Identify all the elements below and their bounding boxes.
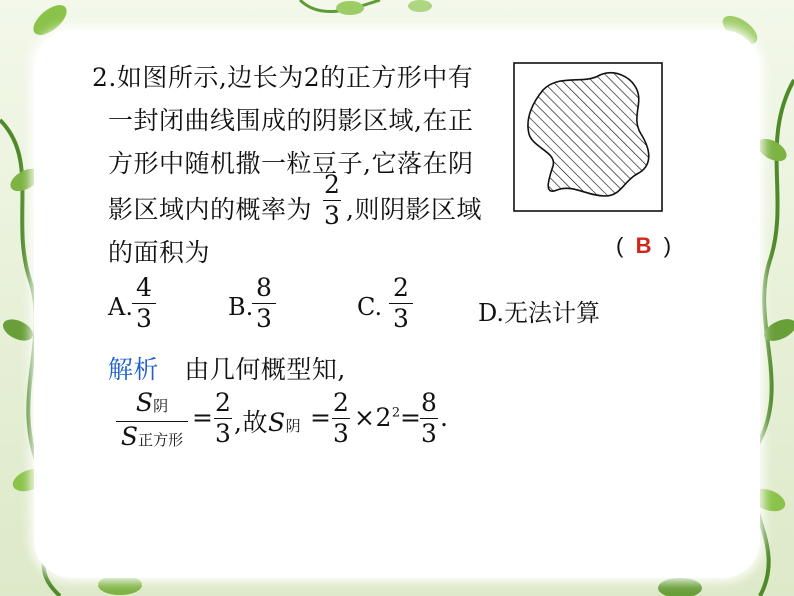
eq1-den: 3 bbox=[215, 419, 231, 448]
eq3-fraction bbox=[418, 388, 440, 449]
equals-2: = bbox=[310, 403, 332, 432]
answer-close-paren: ) bbox=[663, 233, 672, 258]
eq1-fraction bbox=[212, 388, 234, 449]
eq3-num: 8 bbox=[421, 388, 437, 417]
question-line-2: 一封闭曲线围成的阴影区域,在正 bbox=[108, 106, 474, 135]
square-figure bbox=[513, 62, 663, 212]
option-b-num: 8 bbox=[256, 273, 272, 302]
option-d bbox=[478, 293, 600, 328]
area-ratio-fraction bbox=[114, 388, 190, 455]
answer-open-paren: ( bbox=[616, 233, 624, 258]
answer-bracket bbox=[616, 233, 671, 259]
eq2-fraction bbox=[330, 388, 352, 449]
option-b-label: B. bbox=[228, 293, 254, 321]
power-base: 2 bbox=[375, 403, 392, 432]
option-c-den: 3 bbox=[393, 304, 409, 333]
option-a-label: A. bbox=[108, 293, 133, 321]
equals-1: = bbox=[192, 403, 214, 432]
option-d-text: 无法计算 bbox=[504, 299, 601, 327]
option-b-fraction bbox=[250, 273, 278, 334]
power-term bbox=[354, 403, 401, 432]
option-a-num: 4 bbox=[136, 273, 152, 302]
solution-intro: 由几何概型知, bbox=[184, 355, 346, 384]
option-c-fraction bbox=[387, 273, 415, 334]
area-ratio-numerator bbox=[114, 388, 190, 421]
eq1-num: 2 bbox=[215, 388, 231, 417]
area-ratio-denominator bbox=[114, 422, 190, 455]
question-line-3: 方形中随机撒一粒豆子,它落在阴 bbox=[108, 149, 474, 178]
subscript-shadow: 阴 bbox=[153, 397, 169, 415]
therefore-segment bbox=[234, 403, 301, 439]
subscript-shadow: 阴 bbox=[285, 417, 302, 435]
solution-label: 解析 bbox=[108, 356, 160, 384]
symbol-s: S bbox=[135, 388, 154, 417]
times-sign: × bbox=[354, 403, 376, 432]
option-a-den: 3 bbox=[136, 304, 152, 333]
answer-letter: B bbox=[635, 233, 652, 258]
power-exponent: 2 bbox=[391, 405, 401, 421]
symbol-s: S bbox=[120, 422, 139, 451]
period: . bbox=[440, 403, 449, 432]
option-b-den: 3 bbox=[256, 304, 272, 333]
equals-3: = bbox=[400, 403, 422, 432]
question-line-4-pre: 影区域内的概率为 bbox=[108, 195, 313, 224]
question-line-5: 的面积为 bbox=[108, 238, 211, 267]
therefore-text: ,故 bbox=[234, 408, 268, 437]
question-text-1: 如图所示,边长为2的正方形中有 bbox=[116, 63, 474, 92]
solution-line bbox=[108, 350, 346, 386]
eq3-den: 3 bbox=[421, 419, 437, 448]
fraction-numerator: 2 bbox=[324, 170, 340, 199]
symbol-s: S bbox=[267, 408, 286, 437]
eq2-den: 3 bbox=[333, 419, 349, 448]
option-d-label: D. bbox=[478, 299, 505, 327]
option-c-label: C. bbox=[357, 293, 383, 321]
eq2-num: 2 bbox=[333, 388, 349, 417]
option-c-num: 2 bbox=[393, 273, 409, 302]
question-line-4-post: ,则阴影区域 bbox=[346, 195, 482, 224]
option-a-fraction bbox=[130, 273, 158, 334]
question-number: 2. bbox=[92, 63, 117, 92]
subscript-square: 正方形 bbox=[138, 431, 184, 449]
question-line-1 bbox=[92, 58, 473, 94]
question-fraction bbox=[321, 170, 343, 231]
fraction-denominator: 3 bbox=[324, 201, 340, 230]
